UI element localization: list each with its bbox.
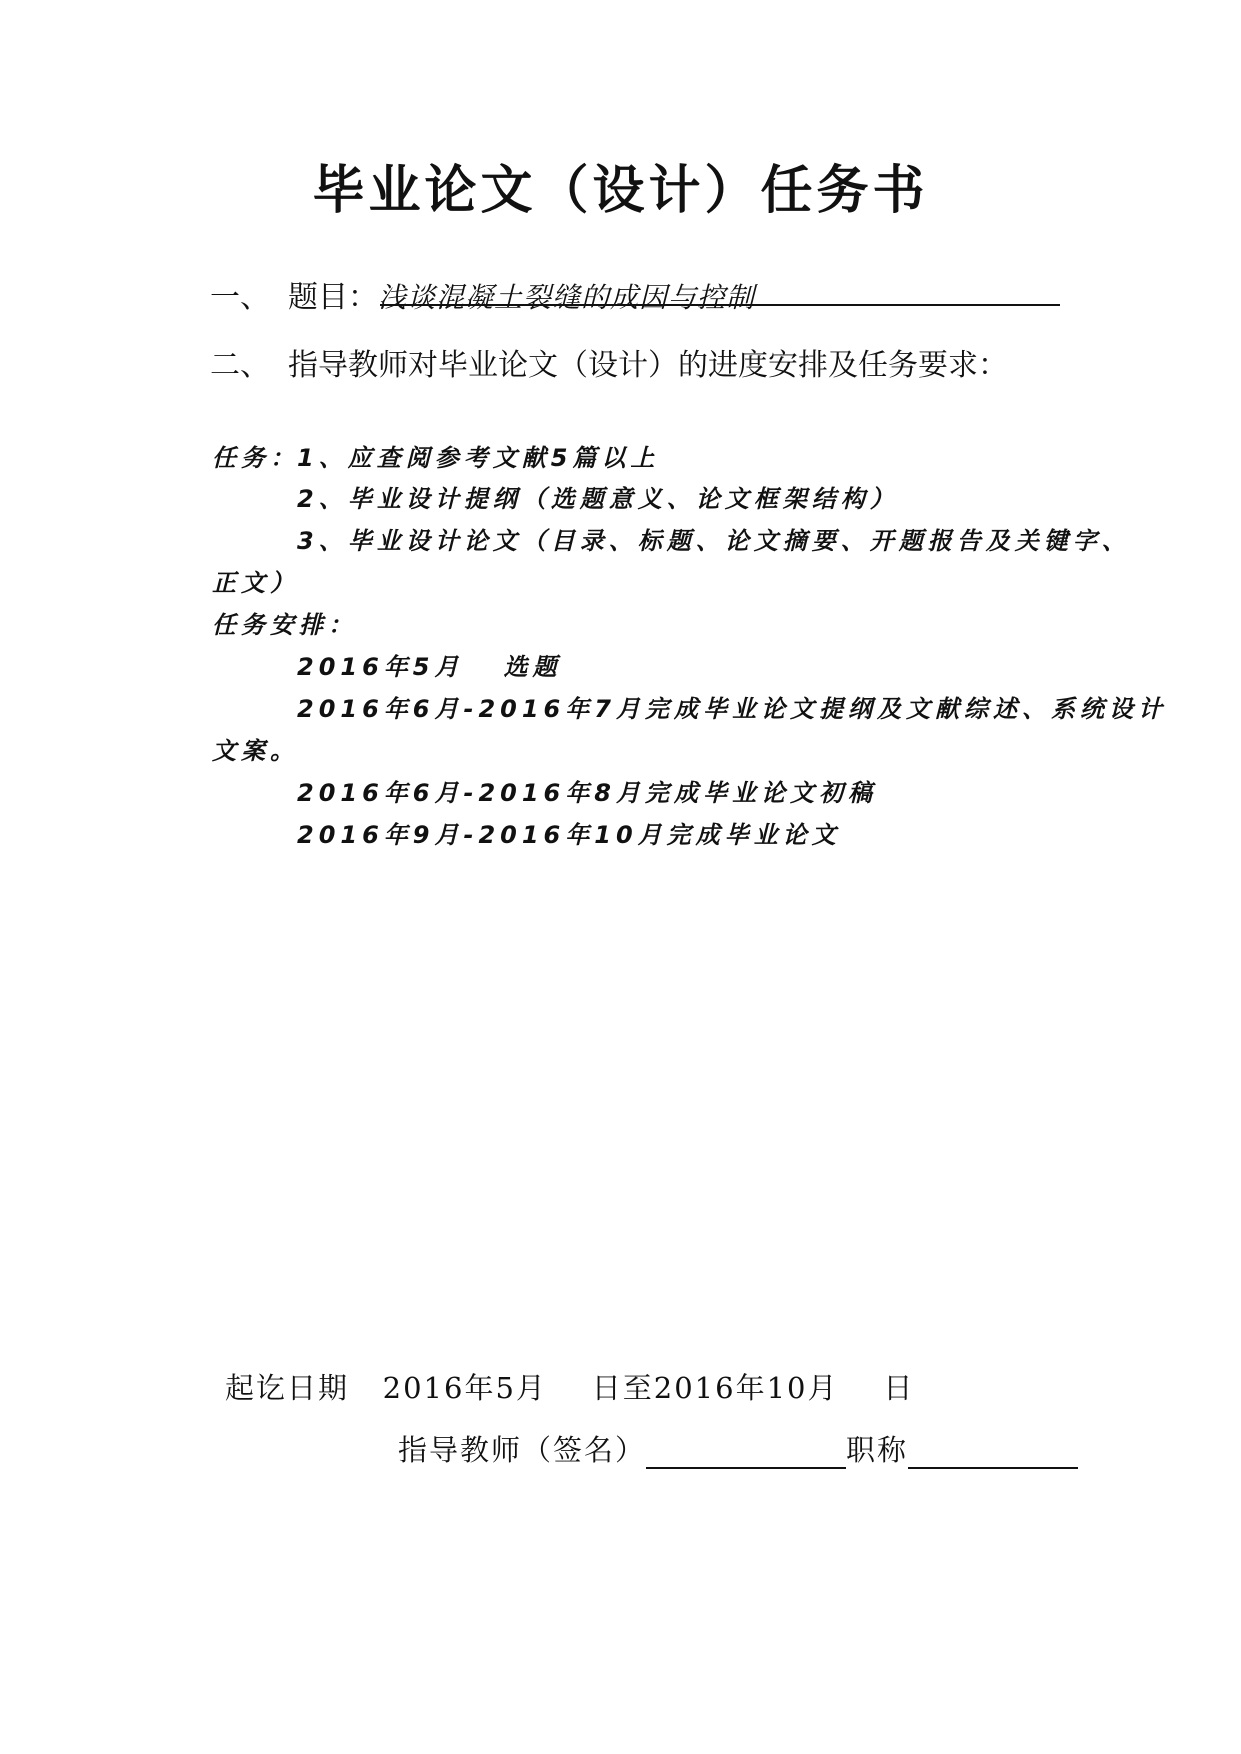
section-number: 二、 [210,348,270,383]
task-item-continuation: 正文） [212,569,299,597]
supervisor-signature-label: 指导教师（签名） [398,1433,647,1467]
task-item: 2、毕业设计提纲（选题意义、论文框架结构） [297,485,899,513]
topic-section [210,272,755,316]
schedule-row-continuation: 文案。 [212,737,299,765]
schedule-row: 2016年6月-2016年8月完成毕业论文初稿 [297,779,877,807]
schedule-row: 2016年5月 选题 [297,653,562,681]
topic-underline [380,304,1060,306]
schedule-row: 2016年6月-2016年7月完成毕业论文提纲及文献综述、系统设计 [297,695,1167,723]
task-item: 3、毕业设计论文（目录、标题、论文摘要、开题报告及关键字、 [297,527,1131,555]
supervisor-signature-blank[interactable] [646,1433,846,1469]
requirements-label: 指导教师对毕业论文（设计）的进度安排及任务要求： [288,348,1008,383]
schedule-heading: 任务安排： [212,611,357,639]
tasks-heading: 任务： [212,444,299,472]
date-range: 起讫日期 2016年5月 日至2016年10月 日 [225,1371,915,1405]
professional-title-label: 职称 [846,1433,909,1467]
page-title: 毕业论文（设计）任务书 [312,161,929,221]
topic-value: 浅谈混凝土裂缝的成因与控制 [378,281,756,314]
topic-label: 题目： [288,280,378,315]
task-item: 1、应查阅参考文献5篇以上 [297,444,660,472]
professional-title-blank[interactable] [908,1433,1078,1469]
requirements-section [210,340,1008,384]
section-number: 一、 [210,280,270,315]
schedule-row: 2016年9月-2016年10月完成毕业论文 [297,821,841,849]
signature-row [398,1428,1078,1469]
